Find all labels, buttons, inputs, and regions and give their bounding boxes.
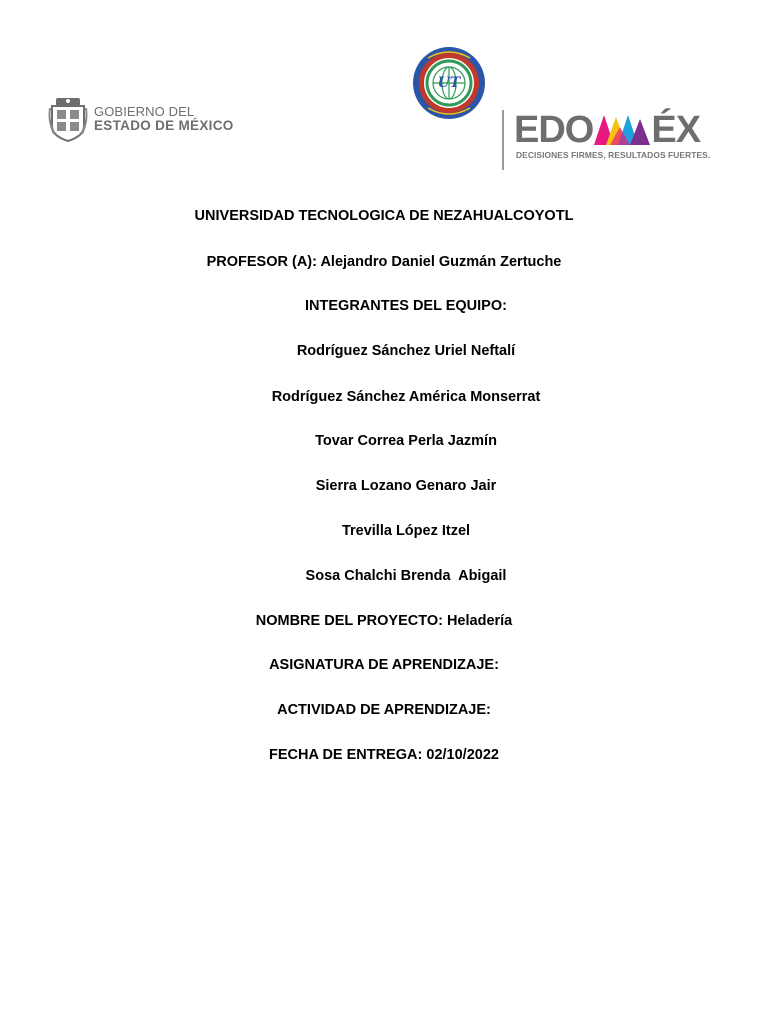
team-heading: INTEGRANTES DEL EQUIPO: — [305, 298, 507, 314]
gobierno-estado-mexico-logo — [48, 96, 234, 142]
coat-of-arms-icon — [48, 96, 88, 142]
ut-logo-text: UT — [437, 75, 461, 91]
edomex-suffix: ÉX — [651, 109, 701, 151]
team-member: Sosa Chalchi Brenda Abigail — [305, 568, 507, 584]
university-name: UNIVERSIDAD TECNOLOGICA DE NEZAHUALCOYOTL — [194, 208, 574, 224]
team-member: Sierra Lozano Genaro Jair — [315, 478, 497, 494]
gobierno-line-2: ESTADO DE MÉXICO — [94, 118, 234, 133]
edomex-wordmark — [514, 109, 701, 151]
activity-line: ACTIVIDAD DE APRENDIZAJE: — [277, 702, 491, 718]
colorful-m-icon — [594, 113, 650, 145]
professor-line: PROFESOR (A): Alejandro Daniel Guzmán Zertuche — [206, 254, 562, 270]
team-member: Rodríguez Sánchez Uriel Neftalí — [296, 343, 516, 359]
subject-line: ASIGNATURA DE APRENDIZAJE: — [269, 657, 499, 673]
edomex-tagline: DECISIONES FIRMES, RESULTADOS FUERTES. — [516, 150, 711, 160]
edomex-logo — [514, 109, 724, 164]
university-seal-icon — [412, 44, 486, 122]
edomex-prefix: EDO — [514, 109, 594, 151]
due-date: FECHA DE ENTREGA: 02/10/2022 — [269, 747, 499, 763]
logo-divider — [502, 110, 504, 170]
team-member: Trevilla López Itzel — [341, 523, 471, 539]
project-name: NOMBRE DEL PROYECTO: Heladería — [255, 613, 513, 629]
team-member: Rodríguez Sánchez América Monserrat — [271, 389, 541, 405]
gobierno-line-1: GOBIERNO DEL — [94, 104, 195, 119]
team-member: Tovar Correa Perla Jazmín — [315, 433, 497, 449]
